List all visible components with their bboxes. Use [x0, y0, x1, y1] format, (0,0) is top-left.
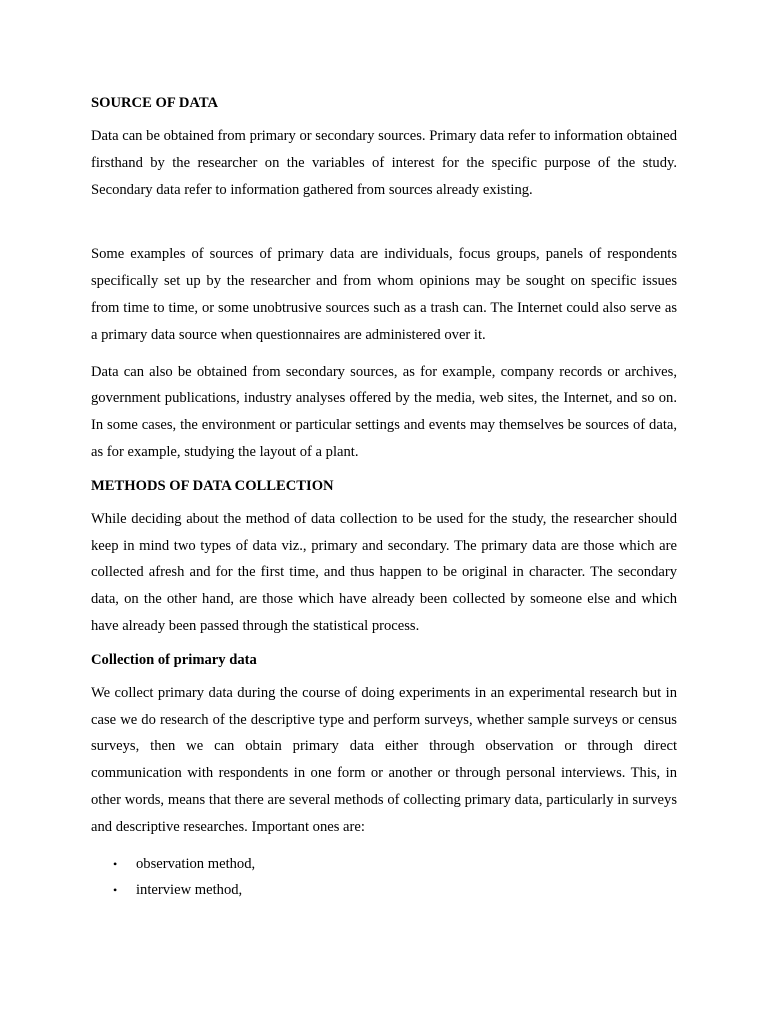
section-heading-source-of-data: SOURCE OF DATA [91, 95, 219, 111]
list-item-text: observation method, [136, 855, 256, 872]
subheading-collection-primary: Collection of primary data [91, 651, 257, 668]
list-item-text: interview method, [136, 882, 243, 899]
paragraph-methods-intro: While deciding about the method of data collection to be used for the study, the researcher should keep in mind two types of data viz., primary and secondary. The primary data are those which are collected afresh and for the first time, and thus happen to be original in character. The secondary data, on the other hand, are those which have already been collected by someone else and which have already been passed through the statistical process. [91, 510, 677, 634]
paragraph-source-intro: Data can be obtained from primary or secondary sources. Primary data refer to information obtained firsthand by the researcher on the variables of interest for the specific purpose of the study. Secondary data refer to information gathered from sources already existing. [91, 128, 677, 198]
bullet-icon: • [113, 883, 118, 898]
document-page [91, 93, 677, 904]
paragraph-gap [91, 203, 677, 241]
bullet-icon: • [113, 856, 118, 871]
methods-bullet-list [91, 851, 677, 905]
paragraph-secondary-examples: Data can also be obtained from secondary sources, as for example, company records or archives, government publications, industry analyses offered by the media, web sites, the Internet, and so on. In some cases, the environment or particular settings and events may themselves be sources of data, as for example, studying the layout of a plant. [91, 363, 677, 460]
section-heading-methods: METHODS OF DATA COLLECTION [91, 477, 334, 494]
paragraph-primary-examples: Some examples of sources of primary data are individuals, focus groups, panels of respondents specifically set up by the researcher and from whom opinions may be sought on specific issues from time to time, or some unobtrusive sources such as a trash can. The Internet could also serve as a primary data source when questionnaires are administered over it. [91, 246, 677, 343]
list-item [91, 851, 677, 878]
paragraph-collection-primary: We collect primary data during the course of doing experiments in an experimental research but in case we do research of the descriptive type and perform surveys, whether sample surveys or census surveys, then we can obtain primary data either through observation or through direct communication with respondents in one form or another or through personal interviews. This, in other words, means that there are several methods of collecting primary data, particularly in surveys and descriptive researches. Important ones are: [91, 684, 677, 835]
list-item [91, 877, 677, 904]
